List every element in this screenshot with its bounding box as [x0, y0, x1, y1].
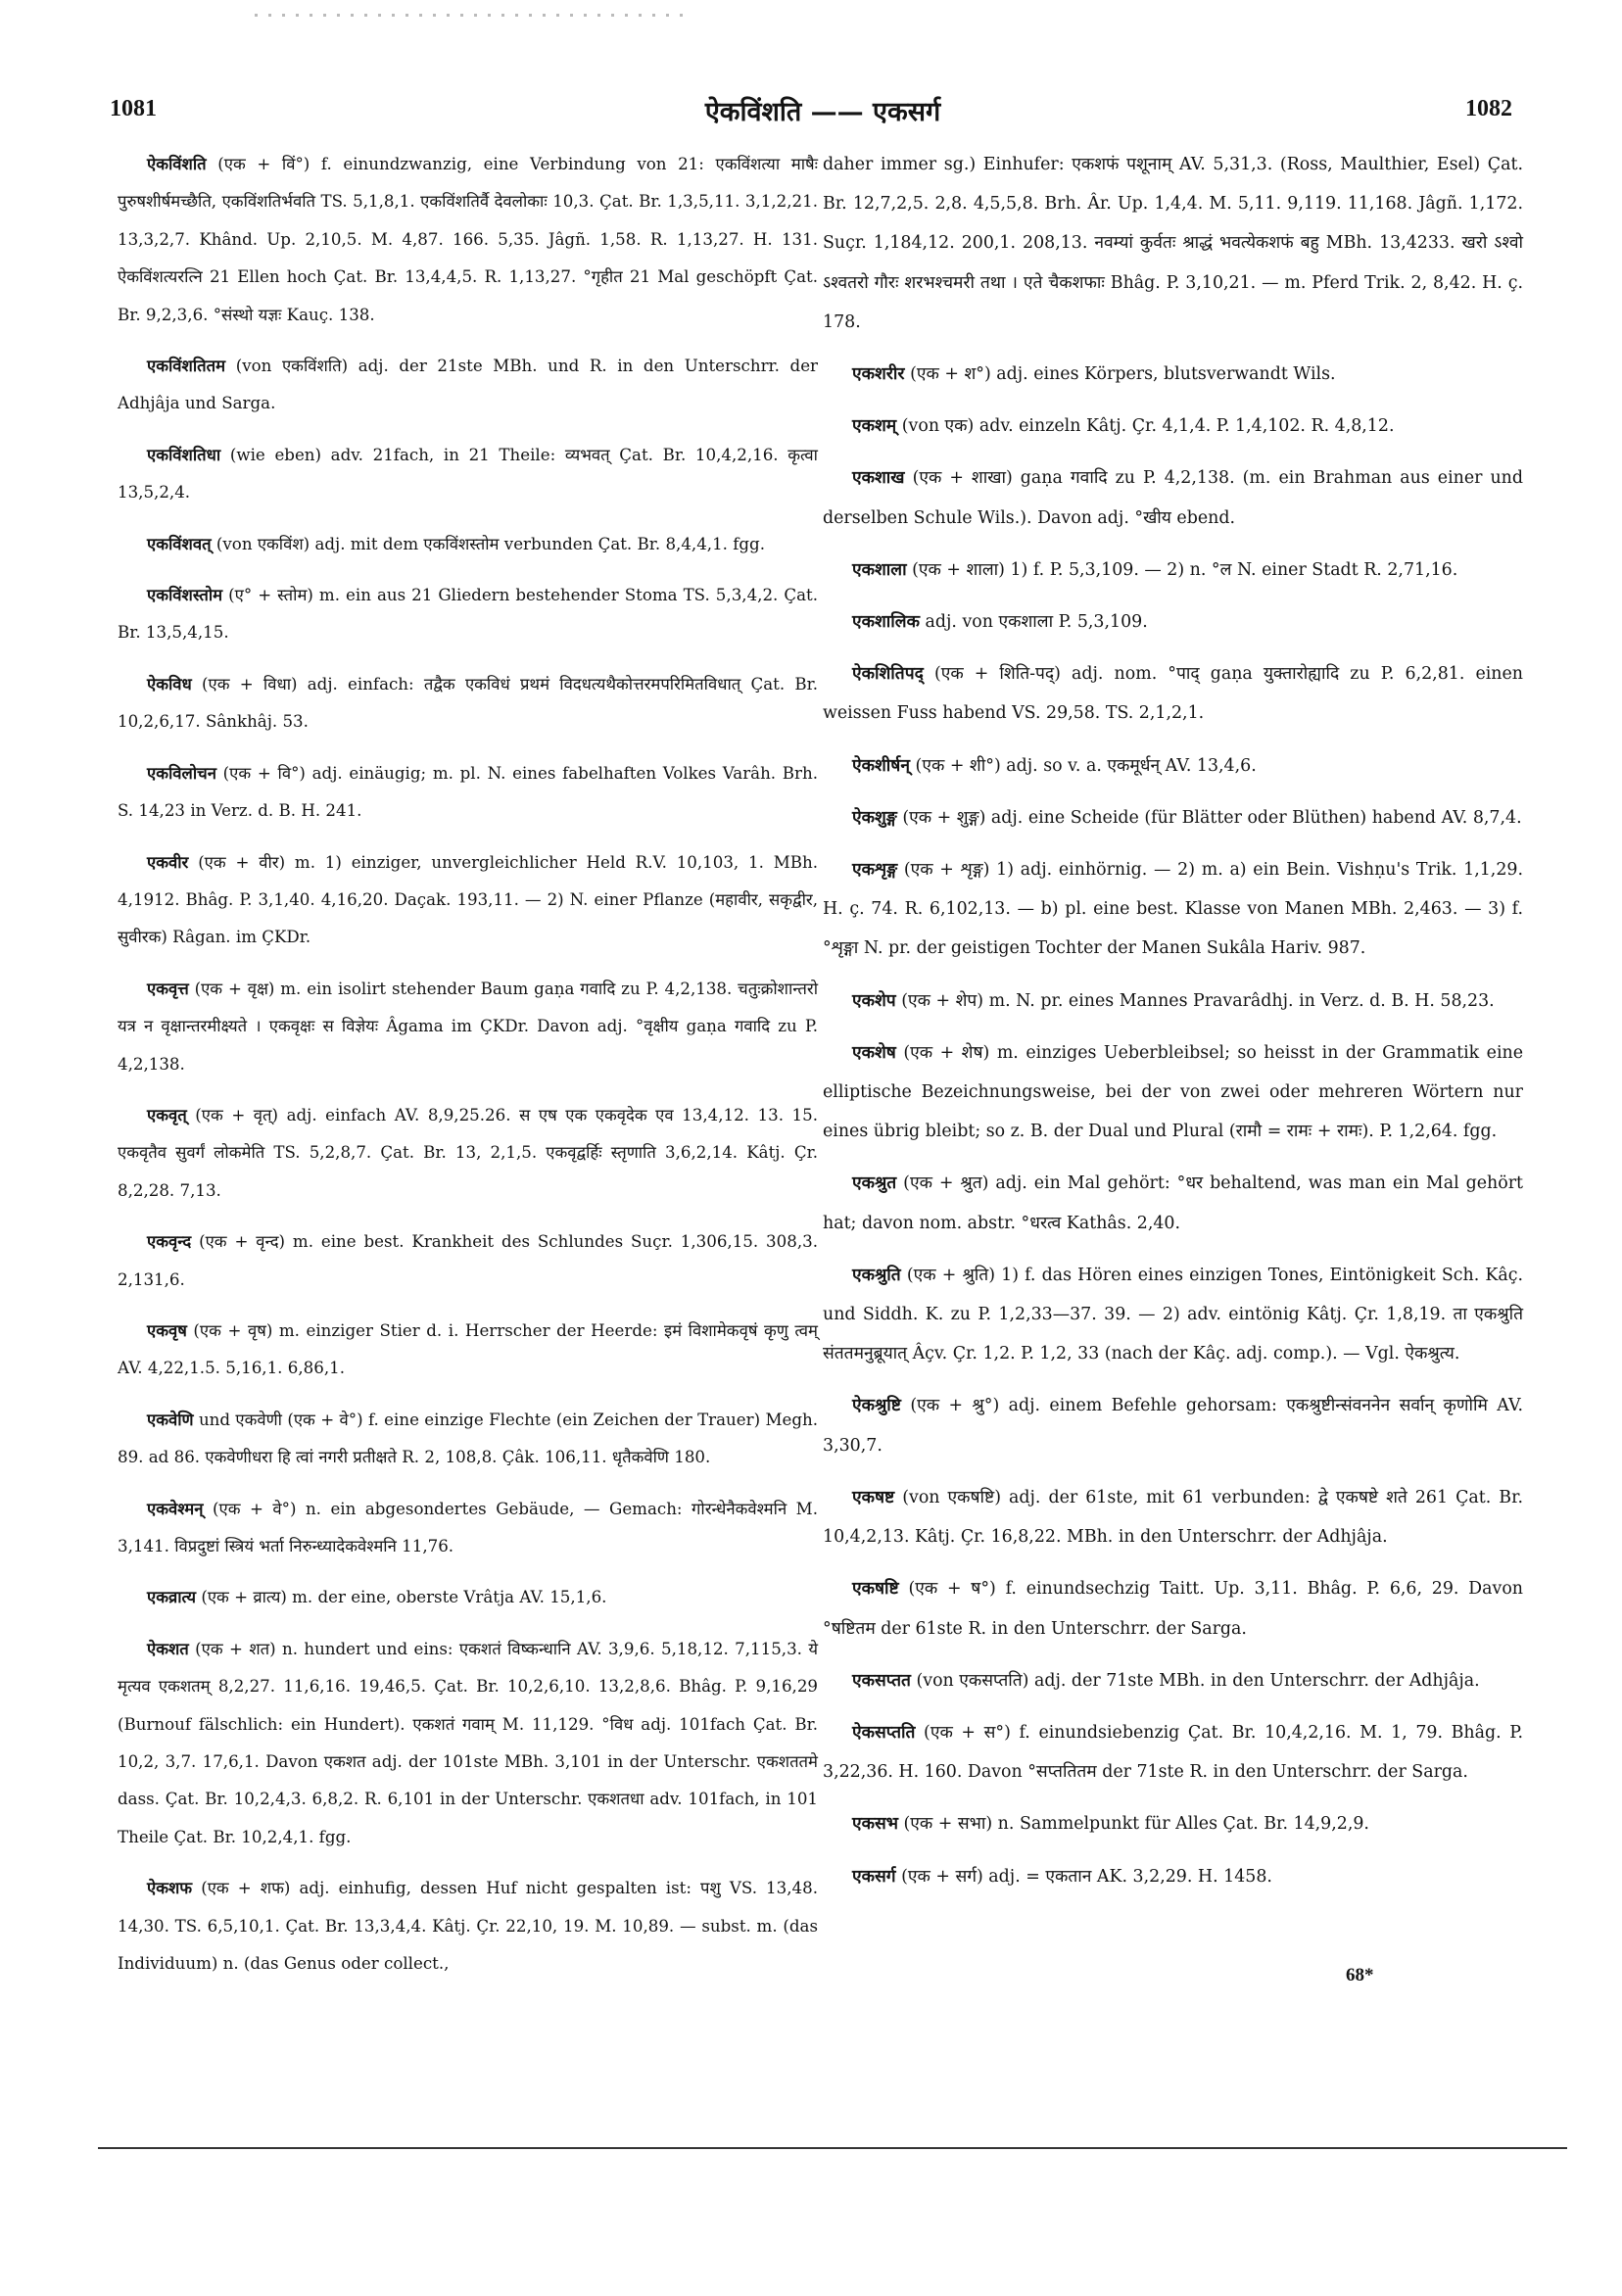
entry-text: (एक + शेप) m. N. pr. eines Mannes Pravarâdhj. in Verz. d. B. H. 58,23. — [901, 990, 1495, 1011]
entry-headword: ऐकशफ — [147, 1878, 193, 1898]
entry-headword: एकसर्ग — [852, 1866, 896, 1887]
entry-text: (von एकविंश) adj. mit dem एकविंशस्तोम verbunden Çat. Br. 8,4,4,1. fgg. — [215, 534, 765, 553]
dictionary-entry — [823, 746, 1523, 786]
dictionary-entry — [118, 1869, 818, 1983]
entry-headword: एकश्रुति — [852, 1265, 901, 1285]
entry-headword: एकश्रुत — [852, 1173, 897, 1194]
dictionary-entry — [823, 550, 1523, 590]
dictionary-entry — [118, 1312, 818, 1388]
entry-text: (एक + सभा) n. Sammelpunkt für Alles Çat. Br. 14,9,2,9. — [903, 1814, 1369, 1835]
entry-headword: एकवेणि — [147, 1409, 194, 1429]
dictionary-entry — [118, 843, 818, 957]
entry-text: (एक + ष°) f. einundsechzig Taitt. Up. 3,11. Bhâg. P. 6,6, 29. Davon °षष्टितम der 61ste R. in den Unterschrr. der Sarga. — [823, 1579, 1523, 1639]
dictionary-entry — [118, 525, 818, 563]
entry-text: (von एकषष्टि) adj. der 61ste, mit 61 verbunden: द्वे एकषष्टे शते 261 Çat. Br. 10,4,2,13. Kâtj. Çr. 16,8,22. MBh. in den Unterschrr. der Adhjâja. — [823, 1487, 1523, 1548]
dictionary-entry — [118, 1630, 818, 1856]
entry-text: (एक + शेष) m. einziges Ueberbleibsel; so heisst in der Grammatik eine elliptische Bezeichnungsweise, bei der von zwei oder mehreren Wörtern nur eines übrig bleibt; so z. B. der Dual und Plural (रामौ = रामः + रामः). P. 1,2,64. fgg. — [823, 1042, 1524, 1142]
dictionary-entry — [823, 798, 1523, 837]
entry-text: (wie eben) adv. 21fach, in 21 Theile: व्यभवत् Çat. Br. 10,4,2,16. कृत्वा 13,5,2,4. — [118, 445, 818, 502]
entry-text: (एक + शाला) 1) f. P. 5,3,109. — 2) n. °ल N. einer Stadt R. 2,71,16. — [912, 559, 1458, 580]
entry-text: daher immer sg.) Einhufer: एकशफं पशूनाम् AV. 5,31,3. (Ross, Maulthier, Esel) Çat. Br. 12,7,2,5. 2,8. 4,5,5,8. Brh. Âr. Up. 1,4,4. M. 5,11. 9,119. 11,168. Jâgñ. 1,172. Suçr. 1,184,12. 200,1. 208,13. नवम्यां कुर्वतः श्राद्धं भवत्येकशफं बहु MBh. 13,4233. खरो ऽश्वो ऽश्वतरो गौरः शरभश्चमरी तथा । एते चैकशफाः Bhâg. P. 3,10,21. — m. Pferd Trik. 2, 8,42. H. ç. 178. — [823, 155, 1523, 332]
entry-headword: एकशम् — [852, 416, 897, 437]
entry-headword: एकवेश्मन् — [147, 1498, 204, 1518]
signature-mark: 68* — [1346, 1965, 1374, 1985]
dictionary-entry — [118, 347, 818, 423]
entry-headword: ऐकशीर्षन् — [852, 755, 911, 776]
dictionary-entry — [823, 1857, 1523, 1896]
entry-text: (एक + शुङ्ग) adj. eine Scheide (für Blätter oder Blüthen) habend AV. 8,7,4. — [902, 807, 1522, 828]
entry-headword: एकशाख — [852, 468, 905, 489]
right-column — [823, 145, 1523, 1909]
entry-text: (ए° + स्तोम) m. ein aus 21 Gliedern bestehender Stoma TS. 5,3,4,2. Çat. Br. 13,5,4,15. — [118, 586, 818, 643]
entry-text: (एक + श°) adj. eines Körpers, blutsverwandt Wils. — [910, 364, 1336, 385]
dictionary-entry — [823, 1033, 1523, 1152]
dictionary-entry — [823, 355, 1523, 394]
entry-text: (एक + शृङ्ग) 1) adj. einhörnig. — 2) m. a) ein Bein. Vishṇu's Trik. 1,1,29. H. ç. 74. R. 6,102,13. — b) pl. eine best. Klasse von Manen MBh. 2,463. — 3) f. °शृङ्गा N. pr. der geistigen Tochter der Manen Sukâla Hariv. 987. — [823, 860, 1523, 959]
entry-headword: ऐकशुङ्ग — [852, 807, 897, 828]
dictionary-entry — [823, 1256, 1523, 1374]
entry-headword: एकविंशस्तोम — [147, 585, 223, 605]
entry-headword: एकशरीर — [852, 364, 905, 385]
entry-text: (एक + वृन्द) m. eine best. Krankheit des Schlundes Suçr. 1,306,15. 308,3. 2,131,6. — [118, 1232, 818, 1289]
dictionary-entry — [118, 1490, 818, 1566]
running-title: ऐकविंशति —— एकसर्ग — [704, 97, 941, 127]
dictionary-entry — [823, 1386, 1523, 1464]
dictionary-entry — [118, 754, 818, 831]
entry-headword: ऐकशितिपद् — [852, 664, 924, 685]
entry-headword: एकव्रात्य — [147, 1587, 197, 1607]
dictionary-entry — [118, 1401, 818, 1477]
entry-headword: एकवृष — [147, 1319, 187, 1340]
entry-headword: एकसभ — [852, 1814, 898, 1835]
entry-text: (एक + शफ) adj. einhufig, dessen Huf nicht gespalten ist: पशु VS. 13,48. 14,30. TS. 6,5,10,1. Çat. Br. 13,3,4,4. Kâtj. Çr. 22,10, 19. M. 10,89. — subst. m. (das Individuum) n. (das Genus oder collect., — [118, 1879, 818, 1974]
dictionary-entry — [118, 1222, 818, 1299]
dictionary-entry — [823, 1713, 1523, 1792]
entry-text: (एक + वृत्) adj. einfach AV. 8,9,25.26. स एष एक एकवृदेक एव 13,4,12. 13. 15. एकवृतैव सुवर्गं लोकमेति TS. 5,2,8,7. Çat. Br. 13, 2,1,5. एकवृद्वर्हिः स्तृणाति 3,6,2,14. Kâtj. Çr. 8,2,28. 7,13. — [118, 1105, 818, 1200]
left-column — [118, 145, 818, 1995]
entry-headword: एकवृन्द — [147, 1231, 192, 1252]
entry-headword: एकवीर — [147, 851, 189, 872]
entry-headword: ऐकविंशति — [147, 154, 207, 173]
entry-text: (von एकविंशति) adj. der 21ste MBh. und R. in den Unterschrr. der Adhjâja und Sarga. — [118, 357, 818, 413]
dictionary-entry — [823, 458, 1523, 537]
dictionary-entry — [118, 145, 818, 334]
dictionary-entry — [118, 1578, 818, 1616]
entry-text: (von एकसप्तति) adj. der 71ste MBh. in den Unterschrr. der Adhjâja. — [916, 1670, 1480, 1691]
entry-headword: एकशेप — [852, 990, 896, 1011]
dictionary-entry — [118, 970, 818, 1083]
dictionary-entry — [823, 654, 1523, 733]
entry-headword: ऐकशत — [147, 1638, 189, 1658]
entry-text: (एक + सर्ग) adj. = एकतान AK. 3,2,29. H. 1458. — [901, 1866, 1272, 1887]
entry-headword: एकषष्टि — [852, 1579, 899, 1600]
left-page-number: 1081 — [110, 96, 157, 121]
dictionary-entry — [823, 1661, 1523, 1700]
entry-headword: ऐकसप्तति — [852, 1722, 916, 1743]
entry-text: (एक + वे°) n. ein abgesondertes Gebäude, — Gemach: गोरन्धेनैकवेश्मनि M. 3,141. विप्रदुष्टां स्त्रियं भर्ता निरुन्ध्यादेकवेश्मनि 11,76. — [118, 1499, 818, 1555]
dictionary-entry — [823, 602, 1523, 642]
dictionary-entry — [823, 1569, 1523, 1648]
dictionary-entry — [823, 1478, 1523, 1556]
entry-headword: एकवृत्त — [147, 978, 189, 998]
entry-text: (एक + शी°) adj. so v. a. एकमूर्धन् AV. 13,4,6. — [915, 755, 1257, 776]
entry-text: (एक + स°) f. einundsiebenzig Çat. Br. 10,4,2,16. M. 1, 79. Bhâg. P. 3,22,36. H. 160. Davon °सप्ततितम der 71ste R. in den Unterschrr. der Sarga. — [823, 1722, 1523, 1783]
entry-headword: एकविंशवत् — [147, 533, 212, 553]
right-page-number: 1082 — [1465, 96, 1512, 121]
entry-headword: ऐकश्रुष्टि — [852, 1396, 901, 1416]
dictionary-entry — [118, 665, 818, 741]
entry-headword: एकविंशतितम — [147, 356, 226, 376]
entry-headword: एकशृङ्ग — [852, 860, 898, 881]
entry-headword: एकशाला — [852, 559, 907, 580]
entry-text: (von एक) adv. einzeln Kâtj. Çr. 4,1,4. P. 1,4,102. R. 4,8,12. — [901, 416, 1395, 437]
entry-headword: एकषष्ट — [852, 1487, 895, 1507]
entry-headword: एकविलोचन — [147, 762, 216, 783]
entry-headword: एकशेष — [852, 1042, 896, 1063]
dictionary-entry — [823, 981, 1523, 1021]
entry-text: (एक + श्रुति) 1) f. das Hören eines einzigen Tones, Eintönigkeit Sch. Kâç. und Siddh. K. zu P. 1,2,33—37. 39. — 2) adv. eintönig Kâtj. Çr. 1,8,19. ता एकश्रुति संततमनुब्रूयात् Âçv. Çr. 1,2. P. 1,2, 33 (nach der Kâç. adj. comp.). — Vgl. ऐकश्रुत्य. — [823, 1265, 1524, 1364]
entry-text: (एक + वि°) adj. einäugig; m. pl. N. eines fabelhaften Volkes Varâh. Brh. S. 14,23 in Verz. d. B. H. 241. — [118, 763, 818, 821]
page-header — [0, 92, 1622, 135]
entry-headword: एकविंशतिधा — [147, 444, 221, 464]
entry-text: (एक + शिति-पद्) adj. nom. °पाद् gaṇa युक्तारोह्यादि zu P. 6,2,81. einen weissen Fuss habend VS. 29,58. TS. 2,1,2,1. — [823, 664, 1523, 724]
entry-text: (एक + श्रुत) adj. ein Mal gehört: °धर behaltend, was man ein Mal gehört hat; davon nom. abstr. °धरत्व Kathâs. 2,40. — [823, 1173, 1524, 1233]
dictionary-entry — [823, 407, 1523, 446]
bottom-rule — [98, 2147, 1567, 2149]
dictionary-entry — [823, 1804, 1523, 1843]
entry-headword: एकवृत् — [147, 1104, 187, 1124]
entry-text: (एक + वृक्ष) m. ein isolirt stehender Baum gaṇa गवादि zu P. 4,2,138. चतुःक्रोशान्तरो यत्र न वृक्षान्तरमीक्ष्यते । एकवृक्षः स विज्ञेयः Âgama im ÇKDr. Davon adj. °वृक्षीय gaṇa गवादि zu P. 4,2,138. — [118, 979, 819, 1074]
scan-speckles — [255, 14, 686, 17]
entry-headword: एकशालिक — [852, 612, 920, 633]
entry-text: (एक + श्रु°) adj. einem Befehle gehorsam: एकश्रुष्टीन्संवननेन सर्वान् कृणोमि AV. 3,30,7. — [823, 1396, 1523, 1456]
dictionary-entry — [823, 145, 1523, 342]
entry-text: (एक + वीर) m. 1) einziger, unvergleichlicher Held R.V. 10,103, 1. MBh. 4,1912. Bhâg. P. 3,1,40. 4,16,20. Daçak. 193,11. — 2) N. einer Pflanze (महावीर, सकृद्वीर, सुवीरक) Râgan. im ÇKDr. — [118, 852, 818, 947]
entry-headword: एकसप्तत — [852, 1670, 911, 1691]
dictionary-entry — [118, 436, 818, 512]
dictionary-entry — [118, 1096, 818, 1210]
entry-text: (एक + व्रात्य) m. der eine, oberste Vrâtja AV. 15,1,6. — [201, 1588, 607, 1607]
entry-headword: ऐकविध — [147, 673, 192, 694]
dictionary-entry — [823, 850, 1523, 969]
dictionary-entry — [118, 576, 818, 652]
entry-text: (एक + विं°) f. einundzwanzig, eine Verbindung von 21: एकविंशत्या माषैः पुरुषशीर्षमच्छैति, एकविंशतिर्भवति TS. 5,1,8,1. एकविंशतिर्वै देवलोकाः 10,3. Çat. Br. 1,3,5,11. 3,1,2,21. 13,3,2,7. Khând. Up. 2,10,5. M. 4,87. 166. 5,35. Jâgñ. 1,58. R. 1,13,27. H. 131. ऐकविंशत्यरत्नि 21 Ellen hoch Çat. Br. 13,4,4,5. R. 1,13,27. °गृहीत 21 Mal geschöpft Çat. Br. 9,2,3,6. °संस्थो यज्ञः Kauç. 138. — [118, 155, 818, 324]
entry-text: (एक + शाखा) gaṇa गवादि zu P. 4,2,138. (m. ein Brahman aus einer und derselben Schule Wils.). Davon adj. °खीय ebend. — [823, 468, 1524, 528]
entry-text: (एक + वृष) m. einziger Stier d. i. Herrscher der Heerde: इमं विशामेकवृषं कृणु त्वम् AV. 4,22,1.5. 5,16,1. 6,86,1. — [118, 1320, 818, 1378]
entry-text: (एक + शत) n. hundert und eins: एकशतं विष्कन्धानि AV. 3,9,6. 5,18,12. 7,115,3. ये मृत्यव एकशतम् 8,2,27. 11,6,16. 19,46,5. Çat. Br. 10,2,6,10. 13,2,8,6. Bhâg. P. 9,16,29 (Burnouf fälschlich: ein Hundert). एकशतं गवाम् M. 11,129. °विध adj. 101fach Çat. Br. 10,2, 3,7. 17,6,1. Davon एकशत adj. der 101ste MBh. 3,101 in der Unterschr. एकशततमे dass. Çat. Br. 10,2,4,3. 6,8,2. R. 6,101 in der Unterschr. एकशतधा adv. 101fach, in 101 Theile Çat. Br. 10,2,4,1. fgg. — [118, 1639, 818, 1846]
dictionary-entry — [823, 1164, 1523, 1242]
entry-text: adj. von एकशाला P. 5,3,109. — [925, 612, 1148, 633]
entry-text: und एकवेणी (एक + वे°) f. eine einzige Flechte (ein Zeichen der Trauer) Megh. 89. ad 86. एकवेणीधरा हि त्वां नगरी प्रतीक्षते R. 2, 108,8. Çâk. 106,11. धृतैकवेणि 180. — [118, 1410, 818, 1467]
entry-text: (एक + विधा) adj. einfach: तद्वैक एकविधं प्रथमं विदधत्यथैकोत्तरमपरिमितविधात् Çat. Br. 10,2,6,17. Sânkhâj. 53. — [118, 674, 818, 732]
